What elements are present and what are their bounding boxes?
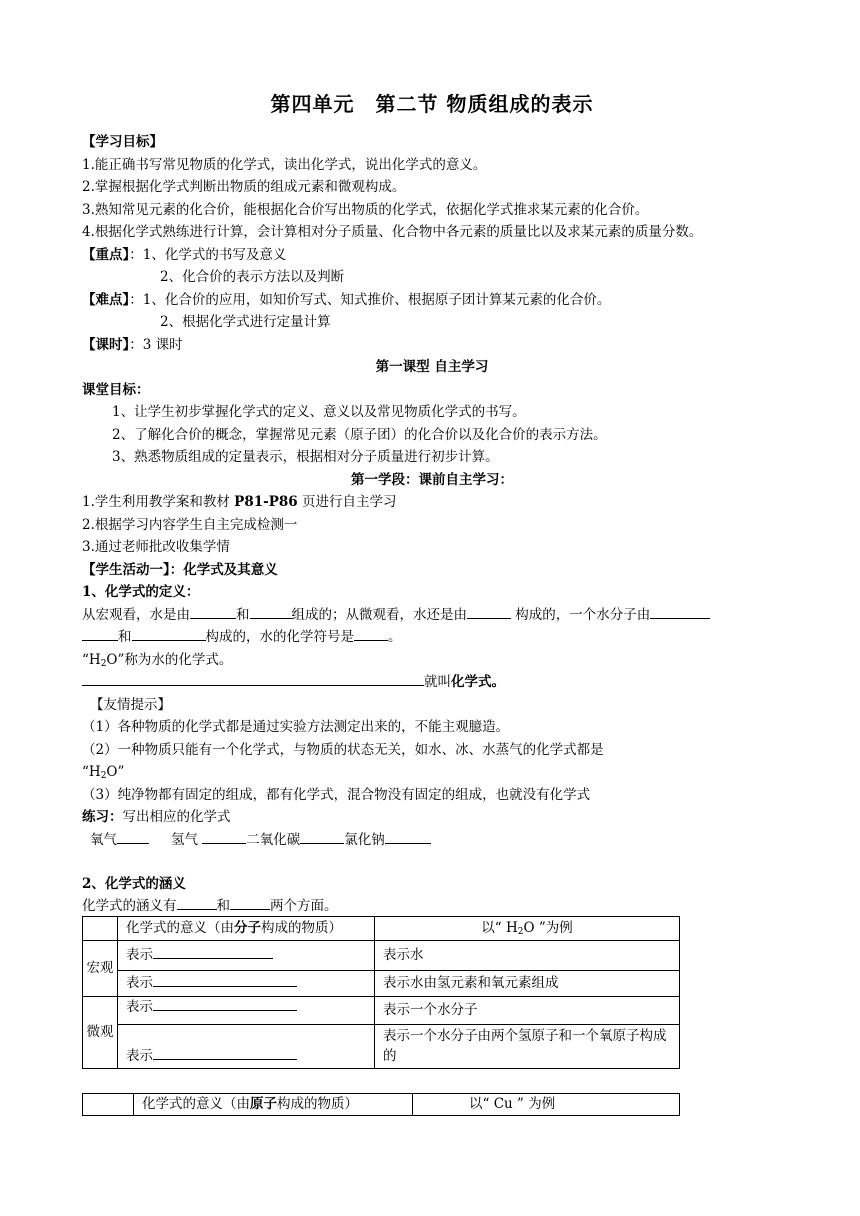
text-run: 构成的，一个水分子由 (511, 606, 651, 623)
text-run: O” (106, 764, 125, 780)
text-run: 从宏观看，水是由 (82, 606, 190, 623)
table-cell: 表示水 (375, 940, 680, 970)
text-run: O”称为水的化学式。 (106, 651, 233, 668)
table-cell: 表示一个水分子由两个氢原子和一个氧原子构成的 (375, 1024, 680, 1068)
practice-line (82, 806, 782, 829)
fill-blank[interactable] (650, 605, 710, 619)
table-cell: 表示一个水分子 (375, 996, 680, 1024)
fill-blank[interactable] (132, 627, 206, 641)
text-run: 和 (216, 897, 230, 914)
table-cell: 表示水由氢元素和氧元素组成 (375, 970, 680, 996)
text-run: “H (82, 651, 101, 668)
fill-blank[interactable] (153, 997, 297, 1011)
atom-meaning-table (82, 1093, 680, 1116)
text-run: 构成的，水的化学符号是 (205, 629, 354, 645)
key-points-sep: ： (129, 246, 143, 263)
fill-blank[interactable] (354, 627, 388, 641)
meaning-intro (82, 896, 782, 916)
lesson-type-heading: 第一课型 自主学习 (375, 359, 489, 375)
macro-label: 宏观 (83, 940, 118, 996)
text-run: 组成的；从微观看，水还是由 (291, 606, 467, 623)
stage1-item: 3.通过老师批改收集学情 (82, 539, 230, 555)
key-point-item: 1、化学式的书写及意义 (142, 246, 287, 263)
fill-blank[interactable] (153, 1046, 297, 1060)
activity1-heading (82, 559, 782, 582)
objective-item: 1.能正确书写常见物质的化学式，读出化学式，说出化学式的意义。 (82, 156, 487, 173)
key-points-line (82, 244, 782, 267)
practice-heading: 练习： (82, 809, 123, 825)
fill-blank[interactable] (82, 627, 118, 641)
hours-line (82, 334, 782, 357)
difficult-points-heading: 【难点】 (82, 291, 130, 308)
section-title: 1、化学式的定义： (82, 584, 200, 600)
fill-blank[interactable] (153, 973, 297, 987)
micro-label: 微观 (83, 996, 118, 1068)
fill-blank[interactable] (202, 830, 246, 844)
practice-label: 二氧化碳 (246, 831, 301, 848)
text-run: 和 (236, 606, 250, 623)
text-run: 。 (388, 629, 402, 645)
text-run: 化学式。 (451, 674, 505, 690)
table-header-cell: 以“ Cu ” 为例 (413, 1093, 680, 1115)
fill-blank[interactable] (300, 830, 344, 844)
table-cell: 表示 (118, 940, 375, 970)
tip-item-continued (82, 761, 782, 784)
difficult-points-line (82, 289, 782, 312)
text-run: 就叫 (424, 674, 451, 690)
fill-blank[interactable] (117, 830, 149, 844)
activity1-heading-bracket: 【学生活动一】 (82, 561, 170, 578)
key-points-heading: 【重点】 (82, 246, 130, 263)
tips-heading: 【友情提示】 (90, 696, 171, 713)
practice-label: 氧气 (90, 831, 117, 848)
practice-items (82, 829, 782, 852)
class-goal-item: 2、了解化合价的概念，掌握常见元素（原子团）的化合价以及化合价的表示方法。 (112, 426, 607, 443)
class-goals-heading: 课堂目标： (82, 381, 150, 398)
class-goal-item: 3、熟悉物质组成的定量表示，根据相对分子质量进行初步计算。 (112, 449, 499, 465)
class-goal-item: 1、让学生初步掌握化学式的定义、意义以及常见物质化学式的书写。 (112, 404, 526, 420)
tip-item: （1）各种物质的化学式都是通过实验方法测定出来的，不能主观臆造。 (82, 719, 510, 735)
fill-blank[interactable] (250, 605, 292, 619)
practice-label: 氯化钠 (344, 831, 385, 848)
difficult-points-sep: ： (129, 291, 143, 308)
text-run: 化学式的涵义有 (82, 897, 177, 914)
text-run: “H (82, 764, 101, 780)
table-header-cell: 化学式的意义（由原子构成的物质） (134, 1093, 413, 1115)
tip-item: （2）一种物质只能有一个化学式，与物质的状态无关，如水、冰、水蒸气的化学式都是 (82, 741, 604, 758)
stage1-heading: 第一学段：课前自主学习： (351, 471, 513, 488)
table-cell (83, 916, 118, 940)
table-header-cell: 以“ $H_2O$ ”为例 (375, 916, 680, 940)
practice-text: 写出相应的化学式 (122, 809, 231, 825)
table-cell: 表示 (118, 1024, 375, 1068)
fill-blank[interactable] (385, 830, 431, 844)
practice-label: 氢气 (171, 831, 203, 848)
stage1-item: 2.根据学习内容学生自主完成检测一 (82, 516, 298, 533)
text-run: 两个方面。 (270, 897, 338, 914)
molecule-meaning-table (82, 916, 680, 1069)
hours-text: ：3 课时 (129, 336, 183, 353)
definition-fill-line (82, 671, 782, 694)
table-cell (83, 1093, 134, 1115)
objective-item: 3.熟知常见元素的化合价，能根据化合价写出物质的化学式，依据化学式推求某元素的化合价。 (82, 201, 649, 218)
section-title: 2、化学式的涵义 (82, 876, 186, 892)
difficult-point-item: 1、化合价的应用，如知价写式、知式推价、根据原子团计算某元素的化合价。 (142, 291, 611, 308)
hours-heading: 【课时】 (82, 336, 130, 353)
fill-blank[interactable] (177, 896, 217, 910)
table-cell: 表示 (118, 996, 375, 1024)
page-range: P81-P86 (234, 494, 298, 510)
table-row (83, 1024, 680, 1068)
difficult-point-item: 2、根据化学式进行定量计算 (160, 314, 331, 330)
document-page (82, 88, 782, 1116)
fill-blank[interactable] (153, 945, 273, 959)
text-run: 和 (118, 629, 132, 645)
activity1-heading-rest: ：化学式及其意义 (169, 561, 278, 578)
table-header-row (83, 1093, 680, 1115)
fill-blank[interactable] (467, 605, 511, 619)
h2o-formula-line (82, 649, 782, 672)
table-header-row (83, 916, 680, 940)
definition-paragraph (82, 604, 782, 627)
fill-blank[interactable] (82, 672, 424, 686)
table-header-cell: 化学式的意义（由分子构成的物质） (118, 916, 375, 940)
stage1-item-text: 页进行自主学习 (297, 494, 397, 510)
objectives-heading: 【学习目标】 (82, 134, 163, 150)
objective-item: 4.根据化学式熟练进行计算，会计算相对分子质量、化合物中各元素的质量比以及求某元素的质量分数。 (82, 224, 703, 240)
fill-blank[interactable] (190, 605, 236, 619)
key-point-item: 2、化合价的表示方法以及判断 (160, 269, 345, 285)
stage1-item-text: 1.学生利用教学案和教材 (82, 494, 235, 510)
objective-item: 2.掌握根据化学式判断出物质的组成元素和微观构成。 (82, 179, 406, 195)
table-cell: 表示 (118, 970, 375, 996)
stage1-item (82, 491, 782, 514)
table-row (83, 996, 680, 1024)
subscript: 2 (100, 658, 107, 669)
tip-item: （3）纯净物都有固定的组成，都有化学式，混合物没有固定的组成，也就没有化学式 (82, 786, 591, 803)
table-row (83, 970, 680, 996)
fill-blank[interactable] (230, 896, 270, 910)
table-row (83, 940, 680, 970)
definition-paragraph (82, 626, 782, 649)
page-title: 第四单元 第二节 物质组成的表示 (270, 92, 594, 116)
subscript: 2 (100, 771, 107, 781)
